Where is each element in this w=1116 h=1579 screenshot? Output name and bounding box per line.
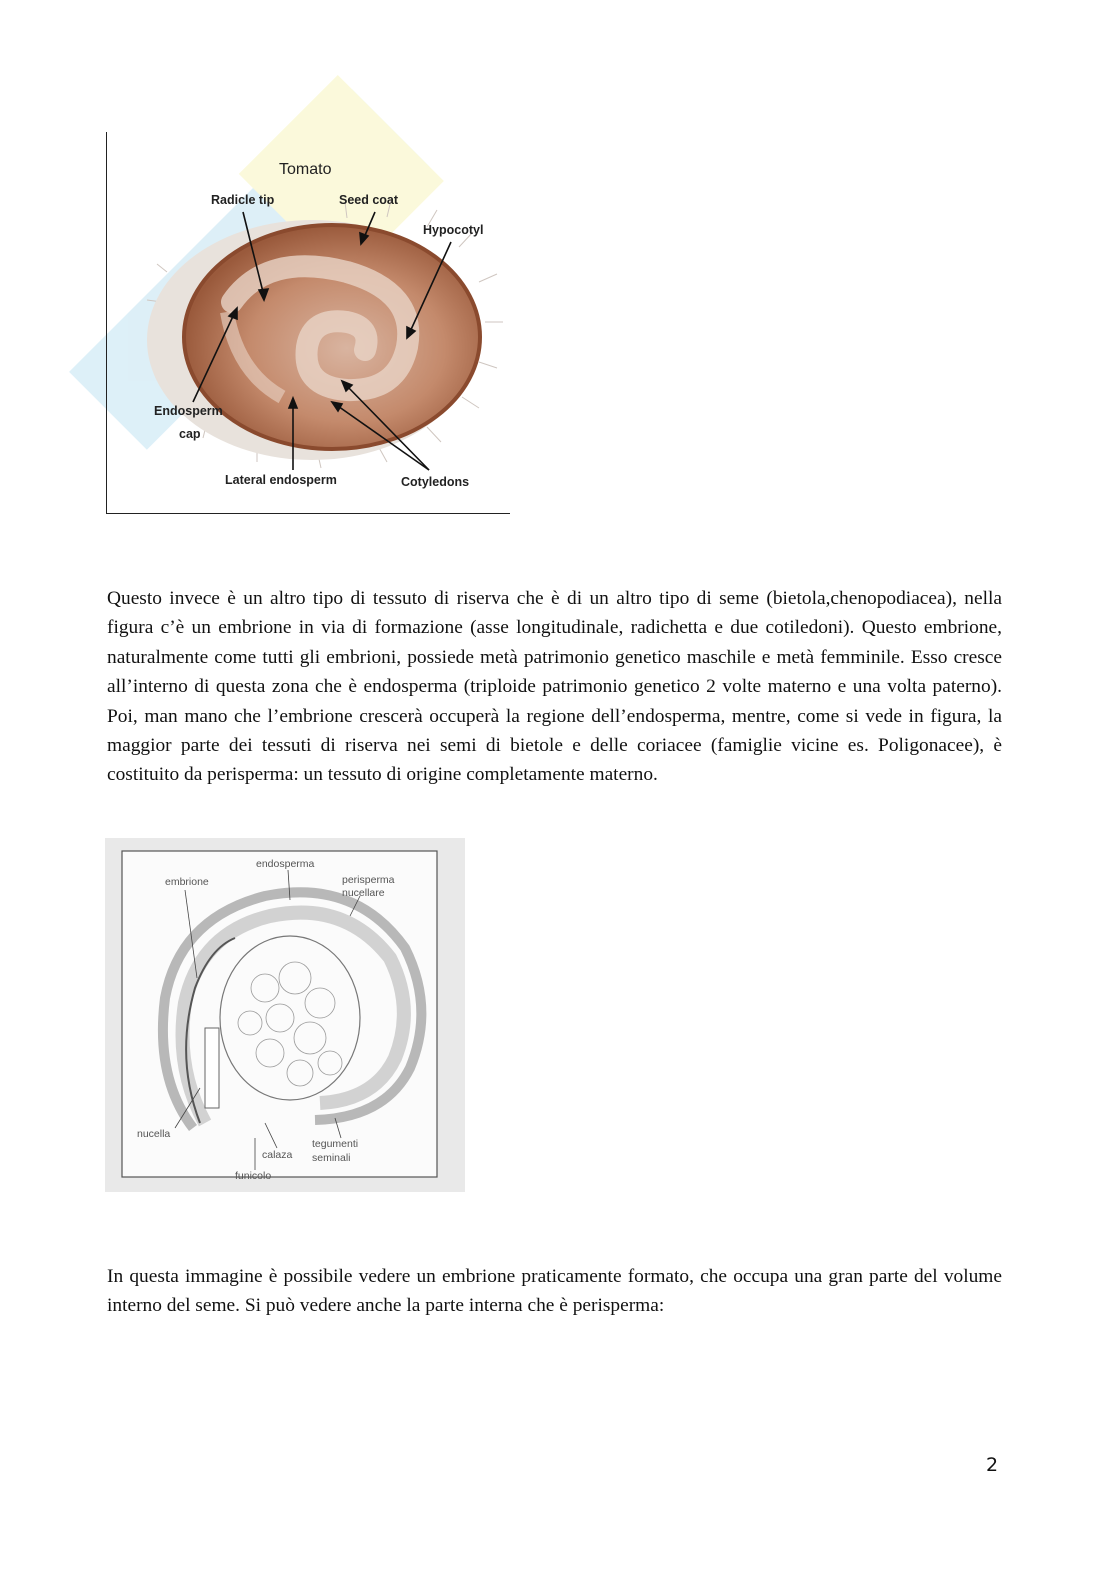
label-radicle-tip: Radicle tip [211, 193, 275, 207]
tomato-seed-figure [106, 132, 510, 514]
label-seed-coat: Seed coat [339, 193, 399, 207]
label-funicolo: funicolo [235, 1170, 272, 1182]
label-calaza: calaza [262, 1149, 293, 1161]
paragraph-2: In questa immagine è possibile vedere un embrione praticamente formato, che occupa una gran parte del volume interno del seme. Si può vedere anche la parte interna che è perisperma: [107, 1266, 1002, 1317]
page-number: 2 [986, 1454, 999, 1476]
label-hypocotyl: Hypocotyl [423, 223, 484, 237]
seed-section-figure [105, 838, 465, 1192]
label-cotyledons: Cotyledons [401, 475, 470, 489]
label-lateral-endosperm: Lateral endosperm [225, 473, 337, 487]
label-embrione: embrione [165, 876, 209, 888]
paragraph-1: Questo invece è un altro tipo di tessuto di riserva che è di un altro tipo di seme (bietola,chenopodiacea), nella figura c’è un embrione in via di formazione (asse longitudinale, radichetta e due cotiledoni). Questo embrione, naturalmente come tutti gli embrioni, possiede metà patrimonio genetico maschile e metà femminile. Esso cresce all’interno di questa zona che è endosperma (triploide patrimonio genetico 2 volte materno e una volta paterno). Poi, man mano che l’embrione crescerà occuperà la regione dell’endosperma, mentre, come si vede in figura, la maggior parte dei tessuti di riserva nei semi di bietole e delle coriacee (famiglie vicine es. Poligonacee), è costituito da perisperma: un tessuto di origine completamente materno. [107, 588, 1002, 786]
label-endosperm-cap-1: Endosperm [154, 404, 223, 418]
label-perisperma-2: nucellare [342, 887, 385, 899]
label-perisperma-1: perisperma [342, 874, 395, 886]
label-endosperm-cap-2: cap [179, 427, 201, 441]
figure1-title: Tomato [279, 161, 332, 178]
label-tegumenti-1: tegumenti [312, 1138, 359, 1150]
label-tegumenti-2: seminali [312, 1152, 351, 1164]
label-endosperma: endosperma [256, 858, 315, 870]
label-nucella: nucella [137, 1128, 171, 1140]
